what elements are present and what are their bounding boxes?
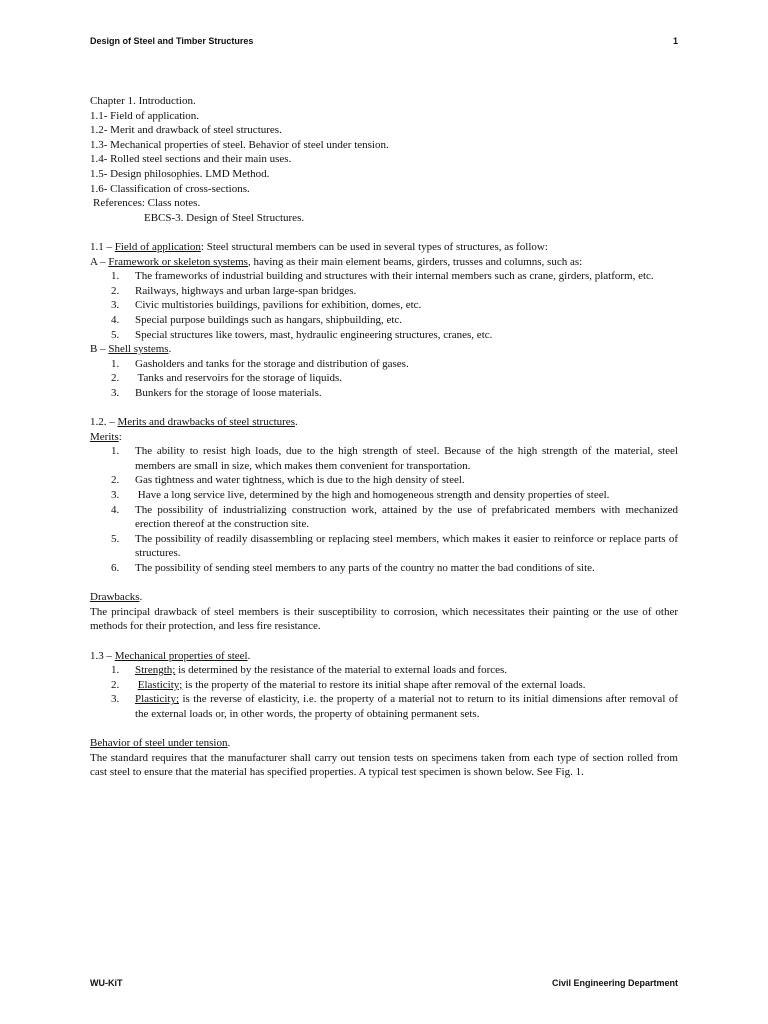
- footer-left: WU-KiT: [90, 978, 123, 988]
- list-item: 2. Elasticity; is the property of the material to restore its initial shape after removal of the external loads.: [111, 678, 586, 691]
- toc-item: 1.1- Field of application.: [90, 109, 200, 122]
- list-item: 1. The ability to resist high loads, due to the high strength of steel. Because of the high strength of the material, steel members are small in size, which makes them convenient for transportation.: [111, 445, 678, 472]
- list-item: 5. The possibility of readily disassembling or replacing steel members, which makes it easier to reinforce or replace parts of structures.: [111, 532, 678, 560]
- behavior-heading: Behavior of steel under tension.: [90, 737, 231, 750]
- references-line: References: Class notes.: [93, 197, 201, 210]
- subsection-heading: Shell systems: [108, 343, 169, 356]
- toc-item: 1.4- Rolled steel sections and their main uses.: [90, 153, 292, 166]
- framework-intro: A – Framework or skeleton systems, having as their main element beams, girders, trusses and columns, such as:: [90, 255, 583, 268]
- footer-right: Civil Engineering Department: [551, 978, 678, 988]
- merits-label: Merits:: [90, 430, 122, 443]
- list-item: 6. The possibility of sending steel members to any parts of the country no matter the bad conditions of site.: [111, 562, 595, 574]
- section-heading: Field of application: [114, 240, 201, 253]
- list-item: 3. Bunkers for the storage of loose materials.: [111, 386, 322, 399]
- page-number: 1: [672, 36, 678, 46]
- behavior-paragraph: The standard requires that the manufacturer shall carry out tension tests on specimens taken from each type of section rolled from cast steel to ensure that the material has specified properties. A typical test specimen is shown below. See Fig. 1.: [90, 751, 678, 779]
- list-item: 5. Special structures like towers, mast, hydraulic engineering structures, cranes, etc.: [111, 328, 493, 341]
- drawbacks-paragraph: The principal drawback of steel members is their susceptibility to corrosion, which necessitates their painting or the use of other methods for their protection, and less fire resistance.: [90, 605, 678, 633]
- merits-list: [90, 444, 678, 575]
- list-item: 2. Gas tightness and water tightness, which is due to the high density of steel.: [111, 474, 465, 487]
- list-item: 3. Plasticity; is the reverse of elasticity, i.e. the property of a material not to return to its initial dimensions after removal of the external loads or, in other words, the property of obtaining permanent sets.: [111, 693, 678, 720]
- toc-item: 1.3- Mechanical properties of steel. Behavior of steel under tension.: [90, 138, 389, 151]
- document-title: Design of Steel and Timber Structures: [90, 36, 254, 46]
- section-1-3-heading: 1.3 – Mechanical properties of steel.: [90, 649, 251, 662]
- section-1-1-intro: 1.1 – Field of application: Steel structural members can be used in several types of structures, as follow:: [90, 240, 548, 253]
- page-footer: [90, 978, 678, 988]
- shell-list: [90, 357, 678, 401]
- references-line: EBCS-3. Design of Steel Structures.: [144, 211, 305, 224]
- framework-list: [90, 269, 678, 342]
- list-item: 2. Railways, highways and urban large-span bridges.: [111, 284, 357, 297]
- list-item: 1. The frameworks of industrial building and structures with their internal members such as crane, girders, platform, etc.: [111, 270, 654, 283]
- section-heading: Merits and drawbacks of steel structures: [117, 416, 295, 429]
- section-1-2-heading: 1.2. – Merits and drawbacks of steel structures.: [90, 416, 298, 429]
- drawbacks-label: Drawbacks.: [90, 591, 143, 604]
- list-item: 4. The possibility of industrializing construction work, attained by the use of prefabricated members with mechanized erection thereof at the construction site.: [111, 503, 678, 531]
- list-item: 1. Gasholders and tanks for the storage and distribution of gases.: [111, 357, 409, 370]
- chapter-title: Chapter 1. Introduction.: [90, 95, 196, 107]
- list-item: 3. Have a long service live, determined by the high and homogeneous strength and density properties of steel.: [111, 489, 610, 502]
- shell-intro: B – Shell systems.: [90, 343, 172, 356]
- section-heading: Mechanical properties of steel: [114, 649, 248, 662]
- toc-item: 1.6- Classification of cross-sections.: [90, 182, 250, 195]
- page-header: [90, 36, 678, 46]
- list-item: 4. Special purpose buildings such as hangars, shipbuilding, etc.: [111, 313, 403, 326]
- toc-item: 1.2- Merit and drawback of steel structures.: [90, 124, 282, 137]
- list-item: 2. Tanks and reservoirs for the storage of liquids.: [111, 372, 343, 385]
- properties-list: [90, 663, 678, 721]
- list-item: 3. Civic multistories buildings, pavilions for exhibition, domes, etc.: [111, 299, 422, 312]
- subsection-heading: Framework or skeleton systems: [108, 255, 248, 268]
- toc-item: 1.5- Design philosophies. LMD Method.: [90, 167, 270, 180]
- list-item: 1. Strength; is determined by the resistance of the material to external loads and forces.: [111, 664, 508, 677]
- page-body: [90, 94, 678, 780]
